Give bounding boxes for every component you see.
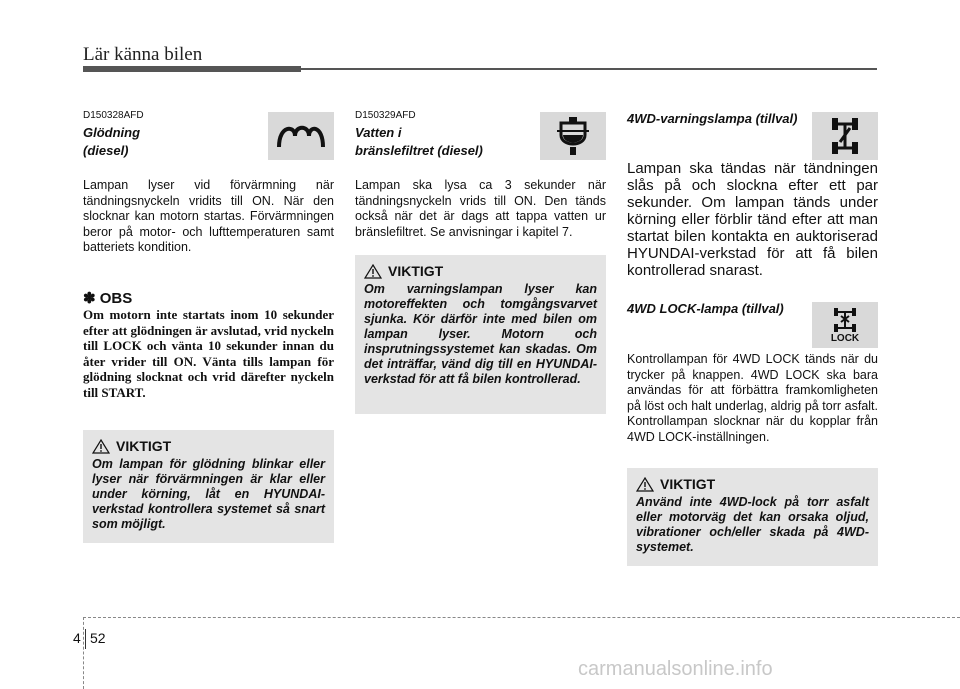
footer-vertical-rule (83, 617, 84, 689)
water-in-fuel-icon (540, 112, 606, 160)
section-body: Lampan ska tändas när tändningen slås på och slockna efter ett par sekunder. Om lampan tänds under körning eller förblir tänd efter att man startat bilen kontakta en auktoriserad HYUNDAI-verkstad för att få bilen kontrollerad snarast. (627, 160, 878, 279)
section-body: Kontrollampan för 4WD LOCK tänds när du trycker på knappen. 4WD LOCK ska bara användas för att förbättra framkomligheten på löst och halt underlag, aldrig på torr asfalt. Kontrollampan slocknar när du kopplar från 4WD LOCK-inställningen. (627, 352, 878, 444)
section-code: D150328AFD (83, 110, 144, 121)
warning-triangle-icon (92, 439, 110, 454)
4wd-lock-icon (812, 302, 878, 348)
page-number: 52 (90, 630, 106, 646)
section-code: D150329AFD (355, 110, 416, 121)
warning-box (627, 468, 878, 566)
warning-text: Om varningslampan lyser kan motoreffekten och tomgångsvarvet sjunka. Kör därför inte med bilen om lampan lyser. Motorn och insprutningssystemet kan skadas. Om det inträffar, vänd dig till en HYUNDAI-verkstad för att få bilen kontrollerad. (364, 282, 597, 386)
warning-triangle-icon (636, 477, 654, 492)
lock-icon-label: LOCK (830, 333, 860, 344)
footer-rule (83, 617, 960, 618)
warning-box (83, 430, 334, 543)
section-body: Lampan ska lysa ca 3 sekunder när tändningsnyckeln vrids till ON. Den tänds också när det är dags att tappa vatten ur bränslefiltret. Se anvisningar i kapitel 7. (355, 178, 606, 239)
note-body: Om motorn inte startats inom 10 sekunder efter att glödningen är avslutad, vrid nyckeln till LOCK och vänta 10 sekunder innan du åter vrider till ON. Vänta tills lampan för glödning slocknat och vrid därefter nyckeln till START. (83, 307, 334, 400)
watermark: carmanualsonline.info (578, 658, 773, 680)
header-bar (83, 66, 301, 72)
section-title: 4WD LOCK-lampa (tillval) (627, 301, 784, 316)
warning-label: VIKTIGT (388, 263, 444, 279)
page-separator (85, 629, 86, 649)
warning-triangle-icon (364, 264, 382, 279)
note-title: ✽ OBS (83, 290, 133, 307)
section-body: Lampan lyser vid förvärmning när tändningsnyckeln vridits till ON. När den slocknar kan motorn startas. Förvärmningen beror på motor- och lufttemperaturen samt batteriets kondition. (83, 178, 334, 254)
warning-box (355, 255, 606, 414)
warning-text: Använd inte 4WD-lock på torr asfalt eller motorväg det kan orsaka oljud, vibrationer och/eller skada på 4WD-systemet. (636, 495, 869, 554)
chapter-number: 4 (73, 630, 81, 646)
4wd-warning-icon (812, 112, 878, 160)
warning-label: VIKTIGT (116, 438, 172, 454)
section-title: Vatten i bränslefiltret (diesel) (355, 125, 483, 158)
header-rule (301, 68, 877, 70)
warning-text: Om lampan för glödning blinkar eller lyser när förvärmningen är klar eller under körning, låt en HYUNDAI-verkstad kontrollera systemet så snart som möjligt. (92, 457, 325, 531)
section-title: Glödning (diesel) (83, 125, 141, 158)
warning-label: VIKTIGT (660, 476, 716, 492)
page-header-title: Lär känna bilen (83, 44, 203, 65)
glow-plug-icon (268, 112, 334, 160)
section-title: 4WD-varningslampa (tillval) (627, 111, 798, 126)
